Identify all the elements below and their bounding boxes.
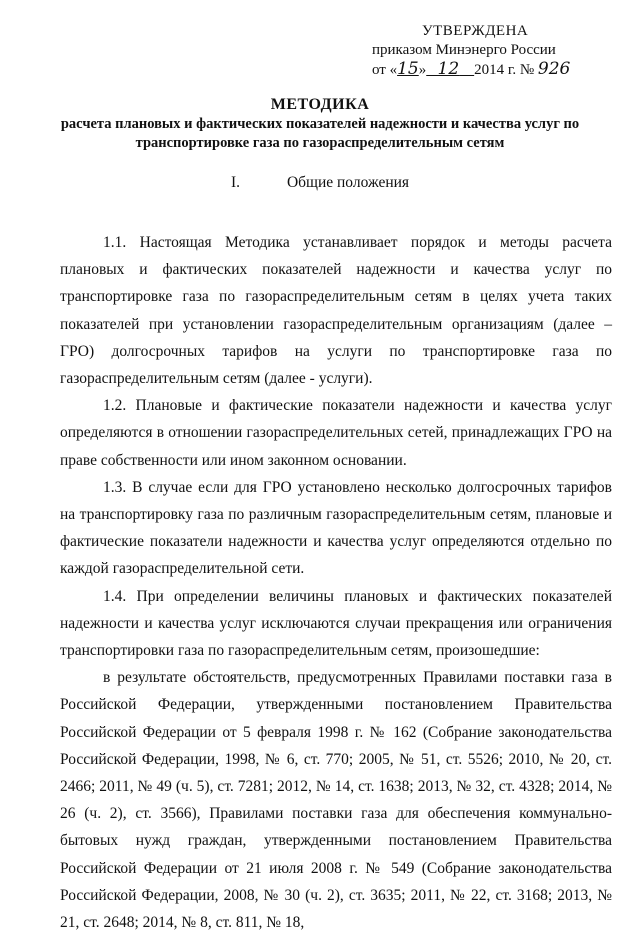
- approval-order-line: приказом Минэнерго России: [372, 42, 556, 58]
- date-prefix: от «: [372, 62, 398, 78]
- paragraph-1-1: 1.1. Настоящая Методика устанавливает порядок и методы расчета плановых и фактических показателей надежности и качества услуг по транспортировке газа по газораспределительным сетям в целях учета таких показателей при установлении газораспределительным организациям (далее – ГРО) долгосрочных тарифов на услуги по транспортировке газа по газораспределительным сетям (далее - услуги).: [60, 234, 612, 388]
- document-body: [60, 229, 612, 936]
- paragraph-exceptions: в результате обстоятельств, предусмотренных Правилами поставки газа в Российской Федерации, утвержденными постановлением Правительства Российской Федерации от 5 февраля 1998 г. № 162 (Собрание законодательства Российской Федерации, 1998, № 6, ст. 770; 2005, № 51, ст. 5526; 2010, № 20, ст. 2466; 2011, № 49 (ч. 5), ст. 7281; 2012, № 14, ст. 1638; 2013, № 32, ст. 4328; 2014, № 26 (ч. 2), ст. 3566), Правилами поставки газа для обеспечения коммунально-бытовых нужд граждан, утвержденными постановлением Правительства Российской Федерации от 21 июля 2008 г. № 549 (Собрание законодательства Российской Федерации, 2008, № 30 (ч. 2), ст. 3635; 2011, № 22, ст. 3168; 2013, № 21, ст. 2648; 2014, № 8, ст. 811, № 18,: [60, 669, 612, 932]
- section-number: I.: [230, 174, 240, 191]
- document-subtitle: [0, 115, 640, 153]
- date-mid: »: [418, 62, 427, 78]
- date-year: 2014 г. №: [474, 62, 535, 78]
- handwritten-month: 12: [437, 59, 460, 79]
- subtitle-line-2: транспортировке газа по газораспределительным сетям: [135, 135, 505, 151]
- paragraph-1-3: 1.3. В случае если для ГРО установлено несколько долгосрочных тарифов на транспортировку газа по различным газораспределительным сетям, плановые и фактические показатели надежности и качества услуг определяются отдельно по каждой газораспределительной сети.: [60, 478, 612, 578]
- handwritten-number: 926: [537, 59, 571, 79]
- handwritten-month-field: [426, 59, 474, 79]
- document-title: МЕТОДИКА: [270, 96, 370, 113]
- approval-block: [372, 22, 570, 80]
- approval-date-line: [372, 60, 570, 80]
- paragraph-1-2: 1.2. Плановые и фактические показатели надежности и качества услуг определяются в отношении газораспределительных сетей, принадлежащих ГРО на праве собственности или ином законном основании.: [60, 397, 612, 469]
- handwritten-day: 15: [397, 59, 419, 79]
- section-title: Общие положения: [286, 174, 410, 191]
- subtitle-line-1: расчета плановых и фактических показателей надежности и качества услуг по: [60, 116, 580, 132]
- section-heading: [0, 174, 640, 192]
- approval-word: УТВЕРЖДЕНА: [422, 23, 529, 39]
- paragraph-1-4: 1.4. При определении величины плановых и фактических показателей надежности и качества услуг исключаются случаи прекращения или ограничения транспортировки газа по газораспределительным сетям, произошедшие:: [60, 587, 612, 660]
